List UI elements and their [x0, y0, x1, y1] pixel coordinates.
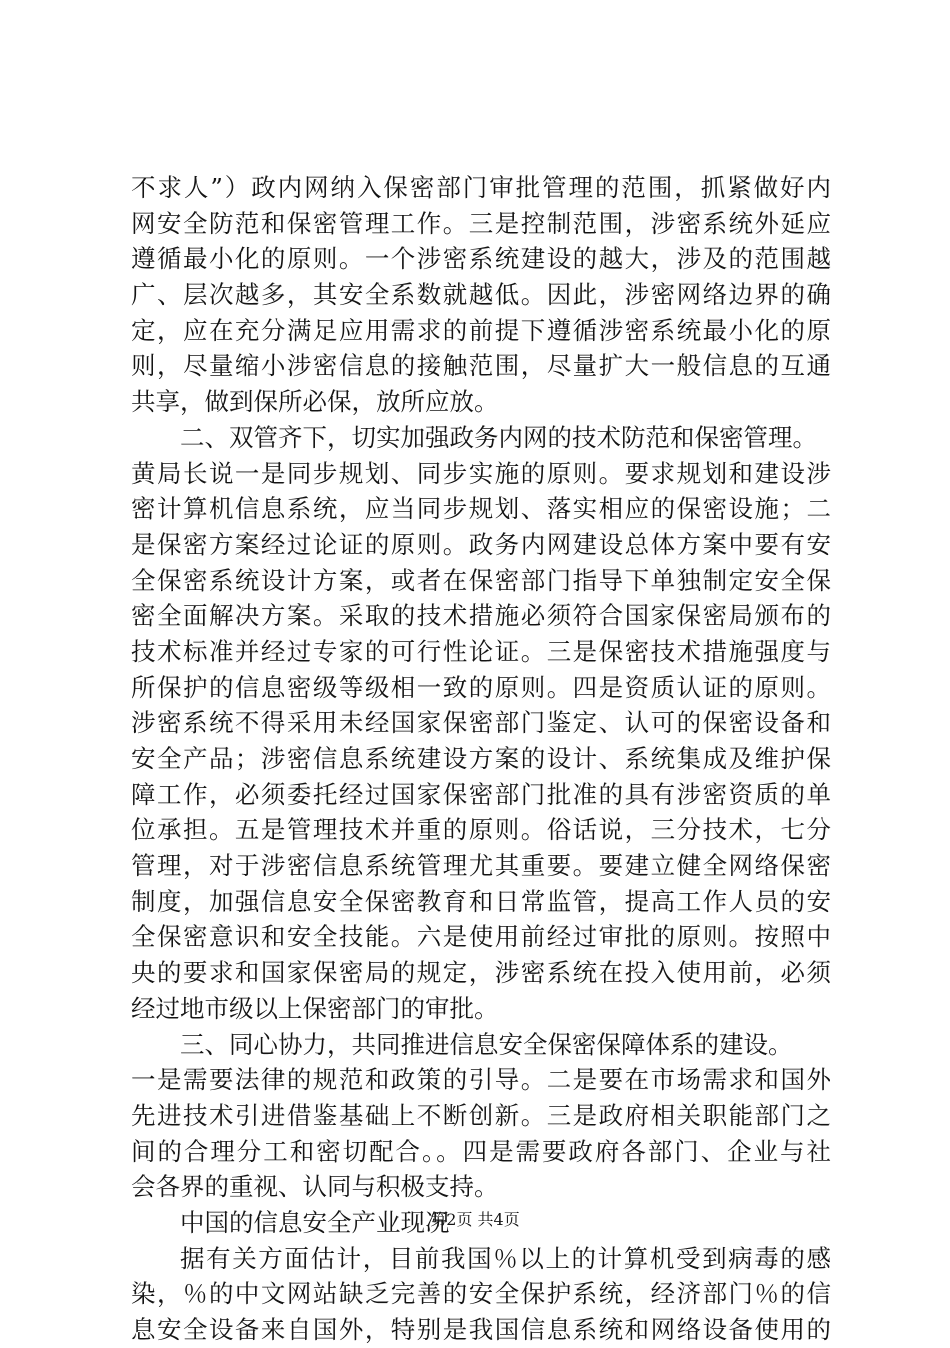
text-line: 定，应在充分满足应用需求的前提下遵循涉密系统最小化的原 [131, 315, 831, 345]
text-line: 制度，加强信息安全保密教育和日常监管，提高工作人员的安 [131, 886, 831, 916]
text-line: 全保密系统设计方案，或者在保密部门指导下单独制定安全保 [131, 565, 831, 595]
text-line: 密全面解决方案。采取的技术措施必须符合国家保密局颁布的 [131, 601, 831, 631]
text-line: 则，尽量缩小涉密信息的接触范围，尽量扩大一般信息的互通 [131, 351, 831, 381]
text-line: 息安全设备来自国外，特别是我国信息系统和网络设备使用的 [131, 1315, 831, 1344]
text-line: 经过地市级以上保密部门的审批。 [131, 993, 499, 1023]
text-line: 广、层次越多，其安全系数就越低。因此，涉密网络边界的确 [131, 280, 831, 310]
text-line: 中国的信息安全产业现况 [180, 1207, 450, 1237]
text-line: 全保密意识和安全技能。六是使用前经过审批的原则。按照中 [131, 922, 831, 952]
text-line: 央的要求和国家保密局的规定，涉密系统在投入使用前，必须 [131, 958, 831, 988]
text-line: 先进技术引进借鉴基础上不断创新。三是政府相关职能部门之 [131, 1100, 831, 1130]
text-line: 据有关方面估计，目前我国％以上的计算机受到病毒的感 [180, 1243, 831, 1273]
text-line: 染，％的中文网站缺乏完善的安全保护系统，经济部门％的信 [131, 1279, 831, 1309]
document-body [131, 170, 831, 1348]
text-line: 共享，做到保所必保，放所应放。 [131, 387, 499, 417]
text-line: 障工作，必须委托经过国家保密部门批准的具有涉密资质的单 [131, 779, 831, 809]
page-footer: 第2页 共4页 [430, 1210, 520, 1229]
text-line: 二、双管齐下，切实加强政务内网的技术防范和保密管理。 [180, 422, 817, 452]
text-line: 一是需要法律的规范和政策的引导。二是要在市场需求和国外 [131, 1065, 831, 1095]
text-line: 会各界的重视、认同与积极支持。 [131, 1172, 499, 1202]
text-line: 遵循最小化的原则。一个涉密系统建设的越大，涉及的范围越 [131, 244, 831, 274]
text-line: 黄局长说一是同步规划、同步实施的原则。要求规划和建设涉 [131, 458, 831, 488]
text-line: 位承担。五是管理技术并重的原则。俗话说，三分技术，七分 [131, 815, 831, 845]
text-line: 三、同心协力，共同推进信息安全保密保障体系的建设。 [180, 1029, 793, 1059]
text-line: 所保护的信息密级等级相一致的原则。四是资质认证的原则。 [131, 672, 831, 702]
text-line: 涉密系统不得采用未经国家保密部门鉴定、认可的保密设备和 [131, 708, 831, 738]
text-line: 管理，对于涉密信息系统管理尤其重要。要建立健全网络保密 [131, 851, 831, 881]
text-line: 间的合理分工和密切配合。。四是需要政府各部门、企业与社 [131, 1136, 831, 1166]
text-line: 技术标准并经过专家的可行性论证。三是保密技术措施强度与 [131, 636, 831, 666]
text-line: 网安全防范和保密管理工作。三是控制范围，涉密系统外延应 [131, 208, 831, 238]
text-line: 不求人”）政内网纳入保密部门审批管理的范围，抓紧做好内 [131, 173, 831, 202]
text-line: 是保密方案经过论证的原则。政务内网建设总体方案中要有安 [131, 529, 831, 559]
text-line: 安全产品；涉密信息系统建设方案的设计、系统集成及维护保 [131, 744, 831, 773]
text-line: 密计算机信息系统，应当同步规划、落实相应的保密设施；二 [131, 494, 831, 524]
